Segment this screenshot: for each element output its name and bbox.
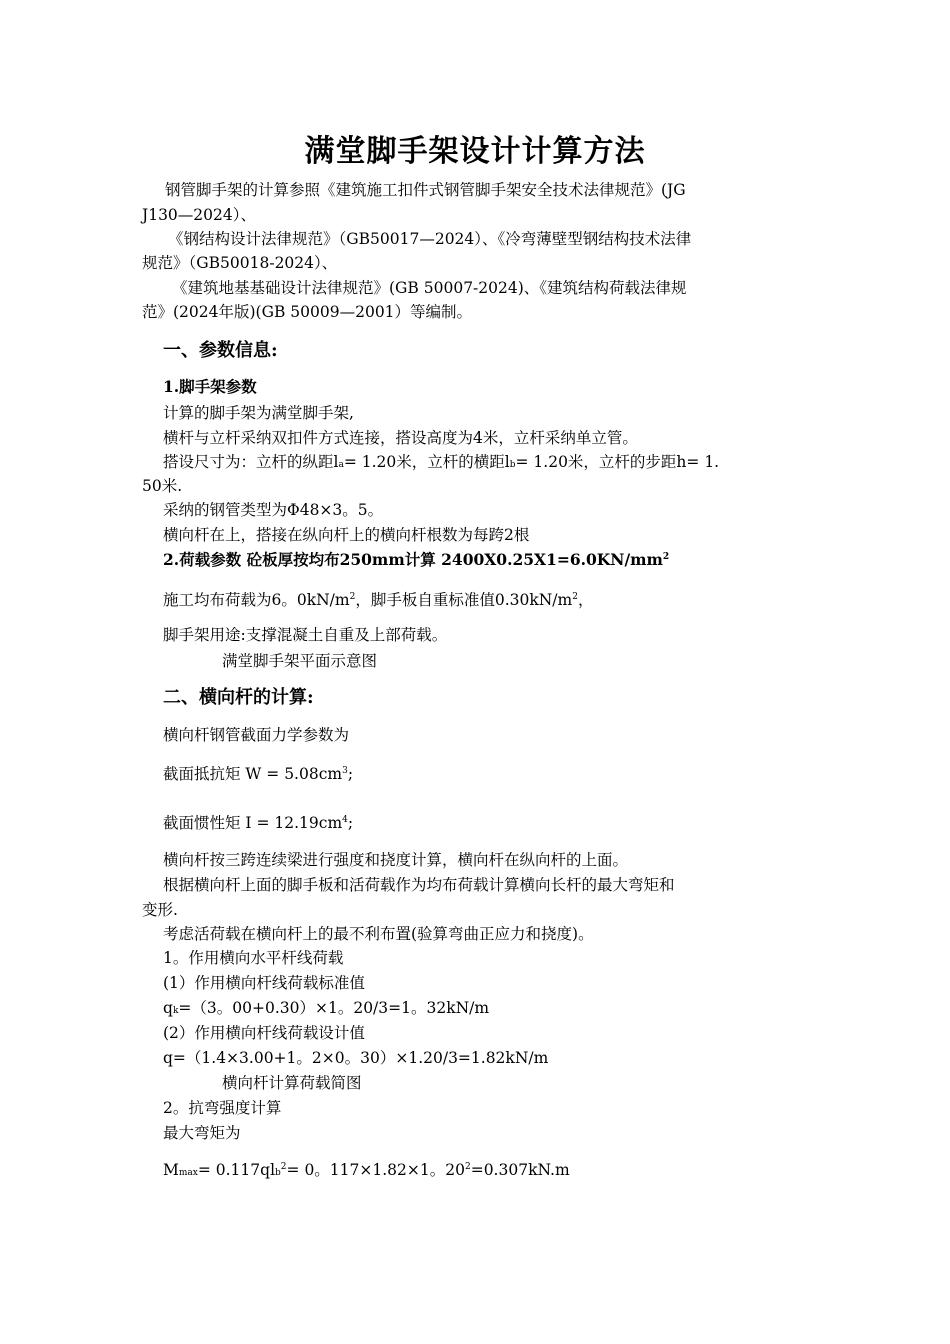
text-line: (2）作用横向杆线荷载设计值	[163, 1024, 365, 1042]
section-heading-params: 一、参数信息:	[163, 340, 278, 361]
text-line-loads: 施工均布荷载为6。$0kN/m^2$，脚手板自重标准值$0.30kN/m^2$，	[163, 591, 594, 609]
intro-line: 规范》（GB50018-2024）、	[142, 254, 338, 272]
text-line: 采纳的钢管类型为Φ48×3。5。	[163, 501, 384, 519]
text-line: 计算的脚手架为满堂脚手架,	[163, 404, 354, 422]
figure-caption-plan: 满堂脚手架平面示意图	[222, 652, 378, 670]
text-line: 横向杆按三跨连续梁进行强度和挠度计算，横向杆在纵向杆的上面。	[163, 851, 629, 869]
text-line: 根据横向杆上面的脚手板和活荷载作为均布荷载计算横向长杆的最大弯矩和	[163, 876, 675, 894]
text-line: 2。抗弯强度计算	[163, 1099, 282, 1117]
figure-caption-load-diagram: 横向杆计算荷载简图	[222, 1074, 362, 1092]
intro-line: 钢管脚手架的计算参照《建筑施工扣件式钢管脚手架安全技术法律规范》(JG	[165, 181, 686, 199]
intro-line: 范》(2024年版)(GB 50009—2001）等编制。	[142, 303, 473, 321]
text-line: 横向杆在上，搭接在纵向杆上的横向杆根数为每跨2根	[163, 526, 530, 544]
text-line-section-modulus: 截面抵抗矩 $W = 5.08cm^3$;	[163, 765, 354, 783]
intro-line: J130—2024）、	[142, 206, 256, 224]
subheading-load-params: 2.荷载参数 砼板厚按均布250mm计算 $2400X0.25X1=6.0KN/mm^2$	[163, 550, 670, 569]
formula-q: q=（1.4×3.00+1。2×0。30）×1.20/3=1.82kN/m	[163, 1049, 549, 1067]
formula-mmax: Mmax= 0.117qlb$^2$= 0。117×1.82×1。$20^2=0.307kN.m$	[163, 1161, 570, 1179]
text-line-moment-inertia: 截面惯性矩 $I = 12.19cm^4$;	[163, 814, 354, 832]
text-line: 1。作用横向水平杆线荷载	[163, 949, 344, 967]
text-line: 脚手架用途:支撑混凝土自重及上部荷载。	[163, 626, 448, 644]
formula-qk: qk=（3。00+0.30）×1。20/3=1。32kN/m	[163, 999, 490, 1017]
text-line-dimensions: 搭设尺寸为：立杆的纵距la= 1.20米，立杆的横距lb= 1.20米，立杆的步距h= 1.	[163, 453, 720, 471]
text-line: 横向杆钢管截面力学参数为	[163, 726, 350, 744]
text-line: 考虑活荷载在横向杆上的最不利布置(验算弯曲正应力和挠度)。	[163, 925, 594, 943]
document-title: 满堂脚手架设计计算方法	[304, 134, 646, 169]
text-line: 50米.	[142, 477, 183, 495]
text-line: 横杆与立杆采纳双扣件方式连接，搭设高度为4米，立杆采纳单立管。	[163, 429, 638, 447]
text-line: 最大弯矩为	[163, 1124, 241, 1142]
intro-line: 《建筑地基基础设计法律规范》(GB 50007-2024)、《建筑结构荷载法律规	[172, 279, 687, 297]
section-heading-crossbar: 二、横向杆的计算:	[163, 687, 314, 708]
subheading-scaffold-params: 1.脚手架参数	[163, 377, 257, 396]
intro-line: 《钢结构设计法律规范》（GB50017—2024）、《冷弯薄壁型钢结构技术法律	[168, 230, 692, 248]
text-line: 变形.	[142, 901, 178, 919]
text-line: (1）作用横向杆线荷载标准值	[163, 974, 365, 992]
